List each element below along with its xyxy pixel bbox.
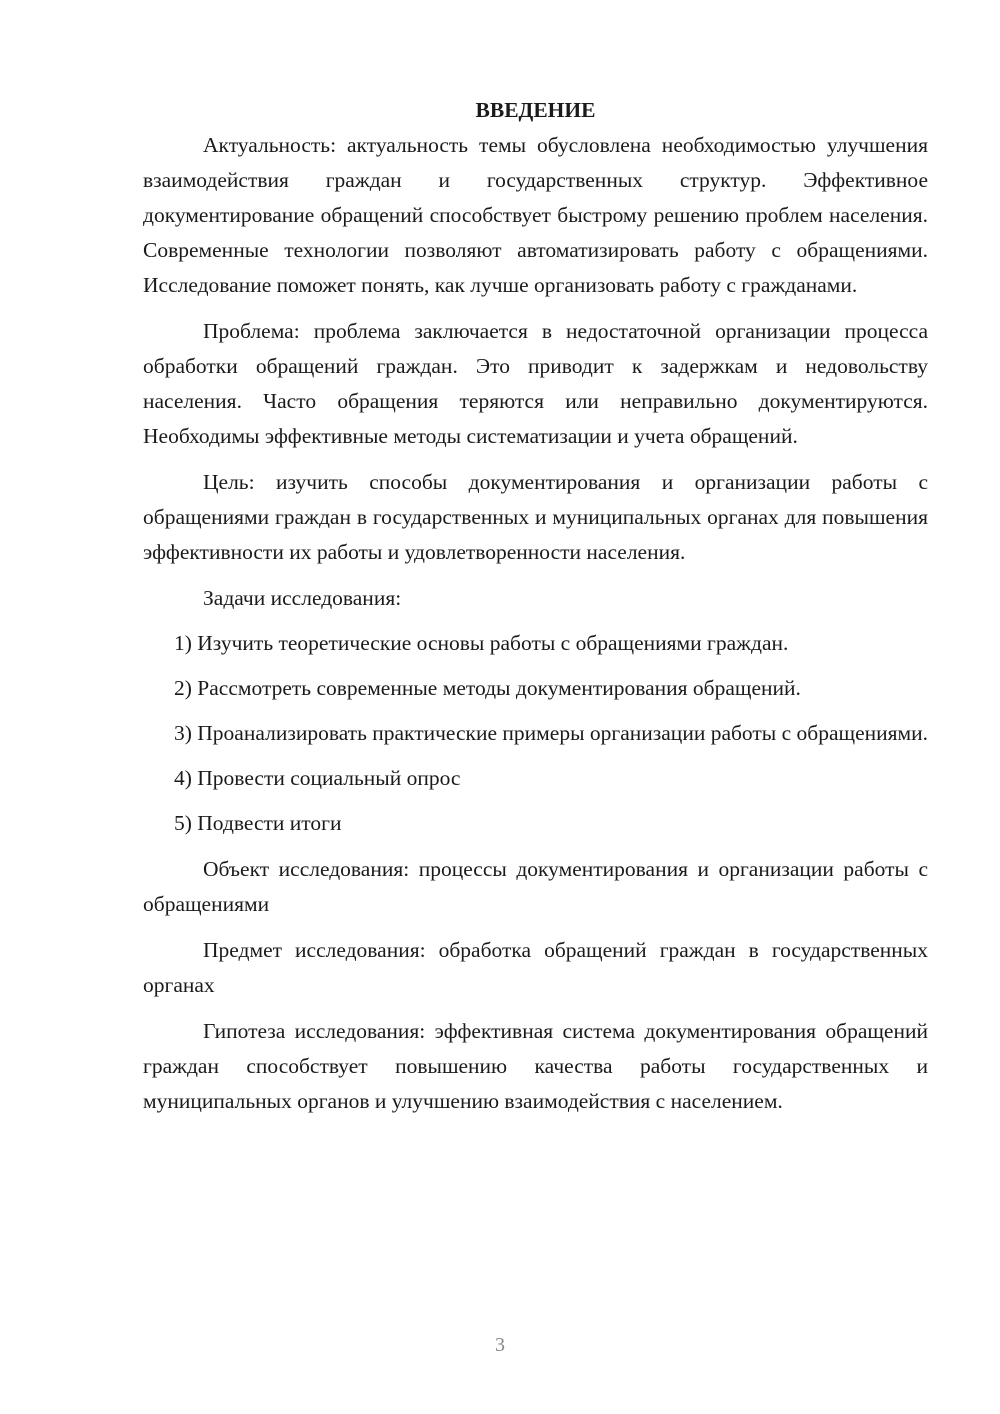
problem-paragraph: Проблема: проблема заключается в недостаточной организации процесса обработки обращений граждан. Это приводит к задержкам и недовольству населения. Часто обращения теряются или неправильно документируются. Необходимы эффективные методы систематизации и учета обращений. — [143, 319, 928, 448]
task-item-2: 2) Рассмотреть современные методы документирования обращений. — [174, 676, 801, 700]
goal-paragraph: Цель: изучить способы документирования и организации работы с обращениями граждан в государственных и муниципальных органах для повышения эффективности их работы и удовлетворенности населения. — [143, 470, 928, 564]
page-number: 3 — [495, 1334, 505, 1356]
object-paragraph: Объект исследования: процессы документирования и организации работы с обращениями — [143, 857, 928, 916]
task-item-3: 3) Проанализировать практические примеры организации работы с обращениями. — [174, 721, 929, 745]
task-item-4: 4) Провести социальный опрос — [174, 766, 461, 790]
task-item-1: 1) Изучить теоретические основы работы с обращениями граждан. — [174, 631, 789, 655]
document-page — [143, 93, 928, 1119]
tasks-heading: Задачи исследования: — [203, 586, 402, 610]
task-item-5: 5) Подвести итоги — [174, 811, 342, 835]
document-title: ВВЕДЕНИЕ — [475, 98, 596, 122]
subject-paragraph: Предмет исследования: обработка обращений граждан в государственных органах — [143, 938, 928, 997]
relevance-paragraph: Актуальность: актуальность темы обусловлена необходимостью улучшения взаимодействия граждан и государственных структур. Эффективное документирование обращений способствует быстрому решению проблем населения. Современные технологии позволяют автоматизировать работу с обращениями. Исследование поможет понять, как лучше организовать работу с гражданами. — [143, 133, 928, 297]
hypothesis-paragraph: Гипотеза исследования: эффективная система документирования обращений граждан способствует повышению качества работы государственных и муниципальных органов и улучшению взаимодействия с населением. — [143, 1019, 928, 1113]
